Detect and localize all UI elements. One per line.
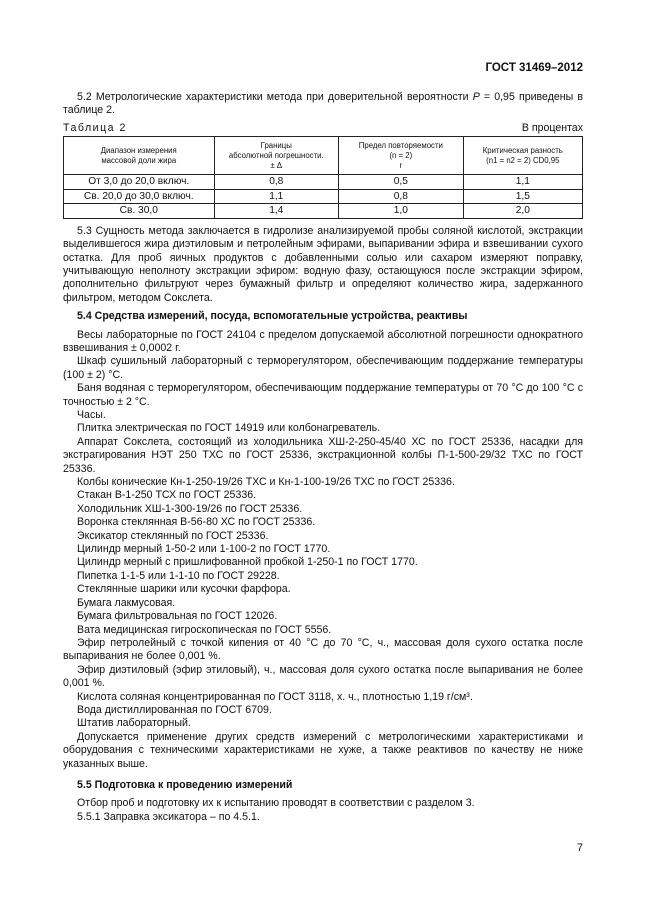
cell-r: 0,5 [339, 175, 464, 190]
col-delta-header: Границы абсолютной погрешности. ± Δ [214, 137, 339, 175]
section-5-4-heading: 5.4 Средства измерений, посуда, вспомогательные устройства, реактивы [77, 310, 468, 323]
table-units: В процентах [521, 121, 583, 134]
list-item: Кислота соляная концентрированная по ГОСТ 3118, х. ч., плотностью 1,19 г/см³. [77, 690, 473, 703]
list-item: Бумага фильтровальная по ГОСТ 12026. [77, 610, 278, 623]
cell-delta: 1,1 [214, 189, 339, 204]
list-item: Цилиндр мерный с пришлифованной пробкой 1-250-1 по ГОСТ 1770. [77, 556, 418, 569]
cell-cd: 1,5 [463, 189, 582, 204]
table-row [64, 204, 583, 219]
table-row [64, 175, 583, 190]
list-item: Аппарат Сокслета, состоящий из холодильника ХШ-2-250-45/40 ХС по ГОСТ 25336, насадки для экстрагирования НЭТ 250 ТХС по ГОСТ 25336, экстракционной колбы П-1-500-29/32 ТХС по ГОСТ 25336. [63, 435, 583, 475]
col-critical-difference-header: Критическая разность (n1 = n2 = 2) CD0,95 [463, 137, 582, 175]
list-item: Колбы конические Кн-1-250-19/26 ТХС и Кн-1-100-19/26 ТХС по ГОСТ 25336. [77, 476, 455, 489]
section-5-3: 5.3 Сущность метода заключается в гидролизе анализируемой пробы соляной кислотой, экстракции выделившегося жира диэтиловым и петролейным эфирами, выпаривании эфира и взвешивании сухого остатка. Для проб яичных продуктов с добавленными солью или сахаром измеряют поправку, учитывающую неполноту экстракции эфиром: водную фазу, остающуюся после экстракции эфиром, дополнительно фильтруют через бумажный фильтр и определяют количество жира, задержанного фильтром, методом Сокслета. [63, 224, 583, 304]
cell-range: Св. 30,0 [64, 204, 215, 219]
cell-range: От 3,0 до 20,0 включ. [64, 175, 215, 190]
list-item: Пипетка 1-1-5 или 1-1-10 по ГОСТ 29228. [77, 569, 280, 582]
list-item: Баня водяная с терморегулятором, обеспечивающим поддержание температуры от 70 °С до 100 °С с точностью ± 2 °С. [63, 382, 583, 408]
table-caption: Таблица 2 [63, 121, 127, 134]
table-caption-row [63, 122, 583, 135]
list-item: Вода дистиллированная по ГОСТ 6709. [77, 703, 272, 716]
col-range-header: Диапазон измерения массовой доли жира [64, 137, 215, 175]
section-5-5-1: 5.5.1 Заправка эксикатора – по 4.5.1. [77, 810, 260, 823]
list-item: Допускается применение других средств измерений с метрологическими характеристиками и оборудования с техническими характеристиками не хуже, а также реактивов по качеству не ниже указанных выше. [63, 730, 583, 770]
cell-range: Св. 20,0 до 30,0 включ. [64, 189, 215, 204]
section-5-5-heading: 5.5 Подготовка к проведению измерений [77, 778, 293, 791]
list-item: Эфир петролейный с точкой кипения от 40 °С до 70 °С, ч., массовая доля сухого остатка после выпаривания не более 0,001 %. [63, 636, 583, 663]
col-repeatability-header: Предел повторяемости (n = 2) r [339, 137, 464, 175]
cell-cd: 1,1 [463, 175, 582, 190]
section-5-5-text: Отбор проб и подготовку их к испытанию проводят в соответствии с разделом 3. [77, 797, 475, 810]
list-item: Штатив лабораторный. [77, 717, 191, 730]
page-number: 7 [576, 842, 583, 854]
section-5-2: 5.2 Метрологические характеристики метода при доверительной вероятности P = 0,95 приведены в таблице 2. [63, 91, 583, 117]
cell-delta: 0,8 [214, 175, 339, 190]
table-row [64, 189, 583, 204]
table-header-row [64, 137, 583, 175]
cell-cd: 2,0 [463, 204, 582, 219]
list-item: Стеклянные шарики или кусочки фарфора. [77, 583, 291, 596]
page-body [63, 91, 583, 824]
metrology-table [63, 136, 583, 219]
list-item: Эксикатор стеклянный по ГОСТ 25336. [77, 529, 269, 542]
list-item: Весы лабораторные по ГОСТ 24104 с пределом допускаемой абсолютной погрешности однократного взвешивания ± 0,0002 г. [63, 328, 583, 354]
cell-r: 0,8 [339, 189, 464, 204]
cell-r: 1,0 [339, 204, 464, 219]
list-item: Шкаф сушильный лабораторный с терморегулятором, обеспечивающим поддержание температуры (100 ± 2) °С. [63, 355, 583, 381]
list-item: Стакан В-1-250 ТСХ по ГОСТ 25336. [77, 489, 257, 502]
list-item: Воронка стеклянная В-56-80 ХС по ГОСТ 25336. [77, 516, 316, 529]
equipment-list [63, 329, 583, 771]
list-item: Эфир диэтиловый (эфир этиловый), ч., массовая доля сухого остатка после выпаривания не более 0,001 %. [63, 663, 583, 690]
cell-delta: 1,4 [214, 204, 339, 219]
document-id: ГОСТ 31469–2012 [485, 62, 583, 74]
list-item: Вата медицинская гигроскопическая по ГОСТ 5556. [77, 623, 332, 636]
list-item: Цилиндр мерный 1-50-2 или 1-100-2 по ГОСТ 1770. [77, 543, 331, 556]
list-item: Часы. [77, 409, 106, 421]
list-item: Холодильник ХШ-1-300-19/26 по ГОСТ 25336. [77, 502, 303, 515]
list-item: Плитка электрическая по ГОСТ 14919 или колбонагреватель. [77, 422, 381, 435]
list-item: Бумага лакмусовая. [77, 596, 176, 609]
